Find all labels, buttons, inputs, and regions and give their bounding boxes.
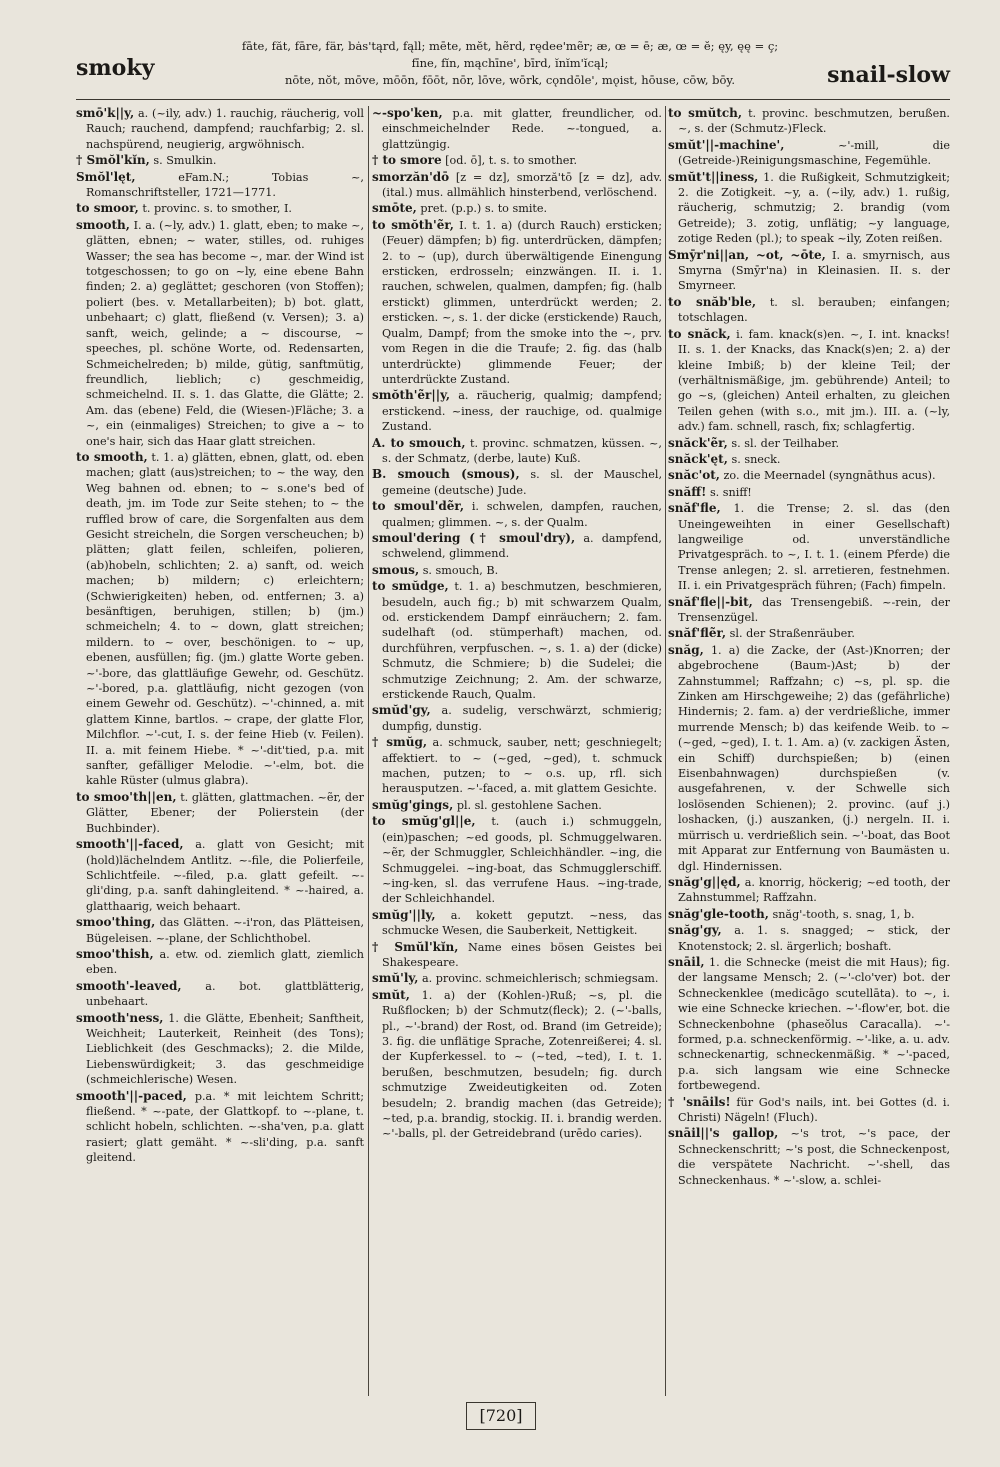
entry-headword: smōte, [372, 201, 417, 216]
entry-headword: to snăb'ble, [668, 294, 757, 309]
entry-headword: smooth'||-faced, [76, 837, 184, 852]
dictionary-entry [76, 979, 364, 1010]
entry-headword: ~-spo'ken, [372, 106, 443, 120]
dictionary-entry [668, 907, 950, 922]
entry-definition: I. t. 1. a) (durch Rauch) ersticken; (Feuer) dämpfen; b) fig. unterdrücken, dämpfen; 2. to ~ (up), durch überwältigende Einengung ersticken, erdrosseln; einzwängen. II. i. 1. rauchen, schwelen, qualmen, dampfen; fig. (halb erstickt) glimmen, unterdrückt werden; 2. ersticken. ~, s. 1. der dicke (erstickende) Rauch, Qualm, Dampf; from the smoke into the ~, prv. vom Regen in die die Traufe; 2. fig. das (halb unterdrückte) glimmende Feuer; der unterdrückte Zustand. [382, 218, 662, 386]
dictionary-entry [76, 1011, 364, 1088]
dictionary-entry [76, 170, 364, 201]
dictionary-entry [668, 1095, 950, 1126]
entry-definition: t. glätten, glattmachen. ~ẽr, der Glätter, Ebener; der Polierstein (der Buchbinder). [86, 790, 364, 835]
entry-definition: t. provinc. s. to smother, I. [142, 202, 292, 216]
dictionary-entry [76, 218, 364, 449]
entry-headword: snăg'g||ęd, [668, 874, 741, 889]
entry-headword: to smŭdge, [372, 579, 449, 594]
dictionary-entry [372, 388, 662, 434]
page-number: [720] [466, 1402, 536, 1430]
dictionary-entry [668, 955, 950, 1094]
entry-definition: I. a. smyrnisch, aus Smyrna (Smȳr'na) in Kleinasien. II. s. der Smyrneer. [678, 248, 950, 293]
dictionary-entry [668, 468, 950, 483]
entry-headword: snăg'gle-tooth, [668, 906, 769, 921]
entry-headword: to smoo'th||en, [76, 789, 177, 804]
entry-definition: [od. ō], t. s. to smother. [445, 154, 578, 168]
dictionary-entry [668, 626, 950, 641]
entry-headword: smŭt'||-machine', [668, 137, 785, 152]
pron-key-line: nōte, nŏt, mōve, mōōn, fōōt, nōr, lōve, wōrk, cǫndōle', mǫist, hōuse, cōw, bōy. [284, 73, 736, 87]
dictionary-entry [372, 563, 662, 578]
entry-headword: smō'k||y, [76, 106, 135, 120]
dictionary-entry [668, 643, 950, 874]
entry-definition: s. Smulkin. [153, 154, 217, 168]
column-divider [368, 106, 369, 1396]
left-guide-word: smoky [76, 55, 155, 81]
entry-headword: snăg, [668, 642, 704, 657]
entry-definition: I. a. (~ly, adv.) 1. glatt, eben; to make ~, glätten, ebnen; ~ water, stilles, od. ruhiges Wasser; the sea has become ~, mar. der Wind ist totgeschossen; to go on ~ly, eine ebene Bahn finden; 2. a) geglättet; geschoren (von Stoffen); poliert (bes. v. Metallarbeiten); b) bot. glatt, unbehaart; c) glatt, fließend (v. Versen); 3. a) sanft, weich, gelinde; a ~ discourse, ~ speeches, pl. schöne Worte, od. Redensarten, Schmeichelreden; b) milde, gütig, sanftmütig, freundlich, lieblich; c) geschmeidig, schmeichelnd. II. s. 1. das Glatte, die Glätte; 2. Am. das (ebene) Feld, die (Wiesen-)Fläche; 3. a ~, ein (einmaliges) Streichen; to give a ~ to one's hair, sich das Haar glatt streichen. [86, 218, 364, 448]
dictionary-entry [668, 170, 950, 247]
entry-definition: t. 1. a) beschmutzen, beschmieren, besudeln, auch fig.; b) mit schwarzem Qualm, od. erstickendem Dampf einräuchern; 2. fam. sudelhaft (od. stümperhaft) machen, od. durchführen, verpfuschen. ~, s. 1. a) der (dicke) Schmutz, die Schmiere; b) die Sudelei; die schmutzige Zeichnung; 2. Am. der schwarze, erstickende Rauch, Qualm. [382, 580, 662, 702]
dictionary-entry [76, 201, 364, 216]
column-divider [665, 106, 666, 1396]
dictionary-entry [76, 1089, 364, 1166]
column-3 [668, 106, 950, 1386]
entry-definition: a. (~ily, adv.) 1. rauchig, räucherig, voll Rauch; rauchend, dampfend; rauchfarbig; 2. sl. nachspürend, neugierig, argwöhnisch. [86, 107, 364, 151]
entry-definition: a. räucherig, qualmig; dampfend; erstickend. ~iness, der rauchige, od. qualmige Zustand. [382, 389, 662, 434]
entry-definition: a. 1. s. snagged; ~ stick, der Knotenstock; 2. sl. ärgerlich; boshaft. [678, 924, 950, 953]
entry-definition: s. smouch, B. [422, 563, 499, 577]
entry-definition: a. schmuck, sauber, nett; geschniegelt; affektiert. to ~ (~ged, ~ged), t. schmuck machen, putzen; to ~ o.s. up, rfl. sich herausputzen. ~'-faced, a. mit glattem Gesichte. [382, 736, 662, 796]
entry-definition: s. sneck. [731, 452, 781, 466]
entry-headword: smooth, [76, 217, 130, 232]
dictionary-entry [76, 947, 364, 978]
dictionary-entry [372, 908, 662, 939]
entry-headword: smŭ'ly, [372, 971, 419, 986]
entry-headword: snăck'ẽr, [668, 435, 728, 450]
dictionary-entry [372, 971, 662, 986]
dictionary-entry [372, 940, 662, 971]
entry-headword: smorzăn'dō [372, 169, 450, 184]
entry-definition: a. kokett geputzt. ~ness, das schmucke Wesen, die Sauberkeit, Nettigkeit. [382, 908, 662, 938]
pronunciation-key [220, 38, 800, 89]
entry-definition: 1. die Rußigkeit, Schmutzigkeit; 2. die Zotigkeit. ~y, a. (~ily, adv.) 1. rußig, räucherig, schmutzig; 2. brandig (vom Getreide); 3. zotig, unflätig; ~y language, zotige Reden (pl.); to speak ~ily, Zoten reißen. [678, 170, 950, 246]
entry-headword: to smoul'dẽr, [372, 499, 465, 514]
entry-headword: smŏth'ẽr||y, [372, 388, 451, 403]
dictionary-entry [372, 218, 662, 387]
entry-headword: † smŭg, [372, 735, 428, 750]
entry-headword: snāil, [668, 954, 705, 969]
entry-headword: smŭg'gings, [372, 797, 454, 812]
entry-definition: t. sl. berauben; einfangen; totschlagen. [678, 295, 950, 325]
entry-definition: t. 1. a) glätten, ebnen, glatt, od. eben machen; glatt (aus)streichen; to ~ the way, den Weg bahnen od. ebnen; to ~ s.one's bed of death, jm. im Tode zur Seite stehen; to ~ the ruffled brow of care, die Sorgenfalten aus dem Gesicht streicheln, die Sorgen verscheuchen; b) plätten; glatt feilen, schleifen, polieren, (ab)hobeln, schlichten; 2. a) sanft, od. weich machen; b) mildern; c) erleichtern; (Schwierigkeiten) heben, od. entfernen; 3. a) besänftigen, beruhigen, stillen; b) (jm.) schmeicheln; 4. to ~ down, glatt streichen; mildern. to ~ over, beschönigen. to ~ up, ebenen, ausfüllen; fig. (jm.) glatte Worte geben. ~'-bore, das glattläufige Gewehr, od. Geschütz. ~'-bored, p.a. glattläufig, nicht gezogen (von einem Gewehr od. Geschütz). ~'-chinned, a. mit glattem Kinne, bartlos. ~ crape, der glatte Flor, Milchflor. ~'-cut, I. s. der feine Hieb (v. Feilen). II. a. mit feinem Hiebe. * ~'-dit'tied, p.a. mit sanfter, gefälliger Melodie. ~'-elm, bot. die kahle Rüster (ulmus glabra). [86, 450, 364, 788]
dictionary-entry [372, 814, 662, 906]
dictionary-entry [372, 153, 662, 168]
entry-headword: to snăck, [668, 326, 731, 341]
entry-headword: to smŏth'ẽr, [372, 217, 454, 232]
entry-definition: pl. sl. gestohlene Sachen. [456, 798, 602, 812]
entry-headword: smooth'-leaved, [76, 978, 182, 993]
entry-definition: a. provinc. schmeichlerisch; schmiegsam. [421, 972, 659, 986]
entry-definition: snăg'-tooth, s. snag, 1, b. [772, 907, 915, 921]
entry-headword: smŭt't||iness, [668, 169, 759, 184]
entry-headword: † to smore [372, 153, 442, 168]
entry-headword: to smŭtch, [668, 106, 743, 120]
pron-key-line: fīne, fĭn, mąchīne', bīrd, ĭnĭm'ĭcąl; [411, 56, 609, 70]
entry-definition: 1. a) der (Kohlen-)Ruß; ~s, pl. die Rußflocken; b) der Schmutz(fleck); 2. (~'-balls, pl., ~'-brand) der Rost, od. Brand (im Getreide); 3. fig. die unflätige Sprache, Zotenreißerei; 4. sl. der Kupferkessel. to ~ (~ted, ~ted), I. t. 1. berußen, beschmutzen, besudeln; fig. durch schmutzige Zweideutigkeiten od. Zoten besudeln; 2. brandig machen (das Getreide); ~ted, p.a. brandig, stockig. II. i. brandig werden. ~'-balls, pl. der Getreidebrand (urēdo caries). [382, 988, 662, 1141]
entry-definition: pret. (p.p.) s. to smite. [420, 202, 548, 216]
entry-definition: p.a. * mit leichtem Schritt; fließend. * ~-pate, der Glattkopf. to ~-plane, t. schlicht hobeln, schlichten. ~-sha'ven, p.a. glatt rasiert; glatt gemäht. * ~-sli'ding, p.a. sanft gleitend. [86, 1089, 364, 1165]
entry-definition: t. provinc. schmatzen, küssen. ~, s. der Schmatz, (derbe, laute) Kuß. [382, 436, 662, 465]
entry-definition: [z = dz], smorză'tō [z = dz], adv. (ital.) mus. allmählich hinsterbend, verlöschend. [382, 170, 662, 200]
entry-headword: B. smouch (smous), [372, 467, 520, 482]
entry-headword: † 'snāils! [668, 1094, 731, 1109]
dictionary-entry [76, 837, 364, 914]
entry-definition: t. (auch i.) schmuggeln, (ein)paschen; ~ed goods, pl. Schmuggelwaren. ~ẽr, der Schmuggler, Schleichhändler. ~ing, die Schmuggelei. ~ing-boat, das Schmugglerschiff. ~ing-ken, sl. das verrufene Haus. ~ing-trade, der Schleichhandel. [382, 815, 662, 906]
entry-headword: snāil||'s gallop, [668, 1126, 779, 1141]
dictionary-entry [372, 499, 662, 530]
entry-headword: to smoor, [76, 201, 139, 216]
dictionary-entry [76, 153, 364, 168]
entry-headword: smoo'thing, [76, 915, 156, 930]
entry-headword: † Smŭl'kĭn, [372, 939, 459, 954]
dictionary-entry [668, 501, 950, 593]
entry-definition: sl. der Straßenräuber. [729, 627, 855, 641]
entry-definition: s. sl. der Teilhaber. [731, 436, 840, 450]
entry-definition: a. sudelig, verschwärzt, schmierig; dumpfig, dunstig. [382, 704, 662, 733]
dictionary-entry [372, 467, 662, 498]
entry-definition: a. etw. od. ziemlich glatt, ziemlich eben. [86, 947, 364, 977]
entry-definition: a. bot. glattblätterig, unbehaart. [86, 979, 364, 1009]
column-2 [372, 106, 662, 1386]
dictionary-entry [372, 579, 662, 702]
header-rule [76, 99, 950, 100]
dictionary-entry [372, 798, 662, 813]
dictionary-entry [668, 138, 950, 169]
entry-definition: ~'s trot, ~'s pace, der Schneckenschritt; ~'s post, die Schneckenpost, die verspätete Nachricht. ~'-shell, das Schneckenhaus. * ~'-slow, a. schlei- [678, 1127, 950, 1187]
dictionary-entry [76, 915, 364, 946]
dictionary-entry [372, 436, 662, 467]
entry-headword: smooth'||-paced, [76, 1088, 187, 1103]
dictionary-entry [668, 452, 950, 467]
column-1 [76, 106, 364, 1386]
entry-headword: A. to smouch, [372, 435, 466, 450]
entry-definition: 1. die Glätte, Ebenheit; Sanftheit, Weichheit; Lauterkeit, Reinheit (des Tons); Lieblichkeit (des Geschmacks); 2. die Milde, Liebenswürdigkeit; 3. das geschmeidige (schmeichlerische) Wesen. [86, 1011, 364, 1087]
entry-definition: Name eines bösen Geistes bei Shakespeare. [382, 940, 662, 969]
entry-headword: to smooth, [76, 449, 148, 464]
dictionary-entry [372, 201, 662, 216]
entry-headword: snăf'fle||-bit, [668, 594, 753, 609]
dictionary-entry [372, 988, 662, 1142]
entry-definition: a. dampfend, schwelend, glimmend. [382, 531, 662, 561]
entry-headword: Smȳr'ni||an, ~ot, ~ōte, [668, 247, 826, 262]
entry-headword: snăg'gy, [668, 923, 722, 938]
pron-key-line: fāte, făt, fāre, fär, bȧs'tąrd, fąll; mēte, mĕt, hẽrd, rędee'mẽr; æ, œ = ē; æ, œ = ĕ; ęy, ęę = ç; [241, 39, 779, 53]
entry-headword: † Smŏl'kĭn, [76, 153, 150, 168]
dictionary-entry [372, 106, 662, 152]
dictionary-entry [668, 1126, 950, 1188]
dictionary-entry [76, 106, 364, 152]
entry-headword: to smŭg'gl||e, [372, 814, 476, 829]
entry-headword: smŭg'||ly, [372, 907, 436, 922]
entry-definition: für God's nails, int. bei Gottes (d. i. Christi) Nägeln! (Fluch). [678, 1095, 950, 1124]
entry-headword: smŭd'gy, [372, 703, 431, 718]
dictionary-entry [668, 248, 950, 294]
entry-headword: snăf'flẽr, [668, 626, 727, 641]
entry-headword: smous, [372, 562, 420, 577]
dictionary-entry [668, 327, 950, 435]
entry-headword: smŭt, [372, 987, 410, 1002]
dictionary-entry [668, 875, 950, 906]
dictionary-entry [372, 703, 662, 734]
entry-definition: das Trensengebiß. ~-rein, der Trensenzügel. [678, 595, 950, 624]
right-guide-word: snail-slow [827, 62, 950, 88]
entry-headword: smoo'thish, [76, 946, 154, 961]
entry-definition: a. glatt von Gesicht; mit (hold)lächelndem Antlitz. ~-file, die Polierfeile, Schlichtfeile. ~-filed, p.a. glatt gefeilt. ~-gli'ding, p.a. sanft dahingleitend. * ~-haired, a. glatthaarig, weich behaart. [86, 838, 364, 913]
entry-headword: Smŏl'lęt, [76, 169, 136, 184]
dictionary-entry [372, 531, 662, 562]
entry-headword: snăc'ot, [668, 468, 720, 483]
entry-headword: smoul'dering († smoul'dry), [372, 530, 576, 545]
entry-definition: 1. a) die Zacke, der (Ast-)Knorren; der abgebrochene (Baum-)Ast; b) der Zahnstummel; Raffzahn; c) ~s, pl. sp. die Zinken am Hirschgeweihe; 2) das (gefährliche) Hindernis; 2. fam. a) der verdrießliche, immer murrende Mensch; b) das keifende Weib. to ~ (~ged, ~ged), I. t. 1. Am. a) (v. zackigen Ästen, ein Schiff) durchspießen; b) (einen Eisenbahnwagen) durchspießen (v. ausgefahrenen, v. der Schwelle sich loslösenden Schienen); 2. provinc. (auf j.) loshacken, (j.) auszanken, (j.) nergeln. II. i. mürrisch u. verdrießlich sein. ~'-boat, das Boot mit Apparat zur Entfernung von Baumästen u. dgl. Hindernissen. [678, 643, 950, 873]
entry-definition: 1. die Schnecke (meist die mit Haus); fig. der langsame Mensch; 2. (~'-clo'ver) bot. der Schneckenklee (medicāgo scutellāta). to ~, i. wie eine Schnecke kriechen. ~'-flow'er, bot. die Schneckenbohne (phaseŏlus Caracalla). ~'-formed, p.a. schneckenförmig. ~'-like, a. u. adv. schneckenartig, schneckenmäßig. * ~'-paced, p.a. sich langsam wie eine Schnecke fortbewegend. [678, 955, 950, 1093]
entry-definition: das Glätten. ~-i'ron, das Plätteisen, Bügeleisen. ~-plane, der Schlichthobel. [86, 916, 364, 945]
entry-definition: i. fam. knack(s)en. ~, I. int. knacks! II. s. 1. der Knacks, das Knack(s)en; 2. a) der kleine Imbiß; b) der kleine Teil; der (verhältnismäßige, jm. gebührende) Anteil; to go ~s, (gleichen) Anteil erhalten, zu gleichen Teilen gehen (with s.o., mit jm.). III. a. (~ly, adv.) fam. schnell, rasch, fix; schlagfertig. [678, 327, 950, 434]
dictionary-entry [668, 106, 950, 137]
dictionary-entry [668, 485, 950, 500]
entry-definition: ~'-mill, die (Getreide-)Reinigungsmaschine, Fegemühle. [678, 138, 950, 168]
dictionary-entry [76, 790, 364, 836]
dictionary-entry [668, 595, 950, 626]
entry-headword: snăf'fle, [668, 501, 721, 516]
dictionary-entry [668, 436, 950, 451]
entry-headword: snăff! [668, 484, 707, 499]
entry-definition: eFam.N.; Tobias ~, Romanschriftsteller, 1721—1771. [86, 170, 364, 200]
entry-definition: a. knorrig, höckerig; ~ed tooth, der Zahnstummel; Raffzahn. [678, 875, 950, 905]
dictionary-entry [76, 450, 364, 789]
dictionary-entry [372, 170, 662, 201]
entry-definition: 1. die Trense; 2. sl. das (den Uneingeweihten in einer Gesellschaft) langweilige od. unverständliche Privatgespräch. to ~, I. t. 1. (einem Pferde) die Trense anlegen; 2. sl. arretieren, festnehmen. II. i. ein Privatgespräch führen; (Fach) fimpeln. [678, 502, 950, 593]
entry-definition: s. sniff! [709, 485, 752, 499]
dictionary-entry [668, 923, 950, 954]
dictionary-entry [372, 735, 662, 797]
entry-definition: i. schwelen, dampfen, rauchen, qualmen; glimmen. ~, s. der Qualm. [382, 500, 662, 529]
entry-definition: t. provinc. beschmutzen, berußen. ~, s. der (Schmutz-)Fleck. [678, 107, 950, 136]
entry-definition: s. sl. der Mauschel, gemeine (deutsche) Jude. [382, 468, 662, 497]
entry-definition: zo. die Meernadel (syngnāthus acus). [723, 469, 936, 483]
entry-definition: p.a. mit glatter, freundlicher, od. einschmeichelnder Rede. ~-tongued, a. glattzüngig. [382, 107, 662, 151]
dictionary-entry [668, 295, 950, 326]
entry-headword: snăck'ęt, [668, 451, 728, 466]
entry-headword: smooth'ness, [76, 1010, 164, 1025]
